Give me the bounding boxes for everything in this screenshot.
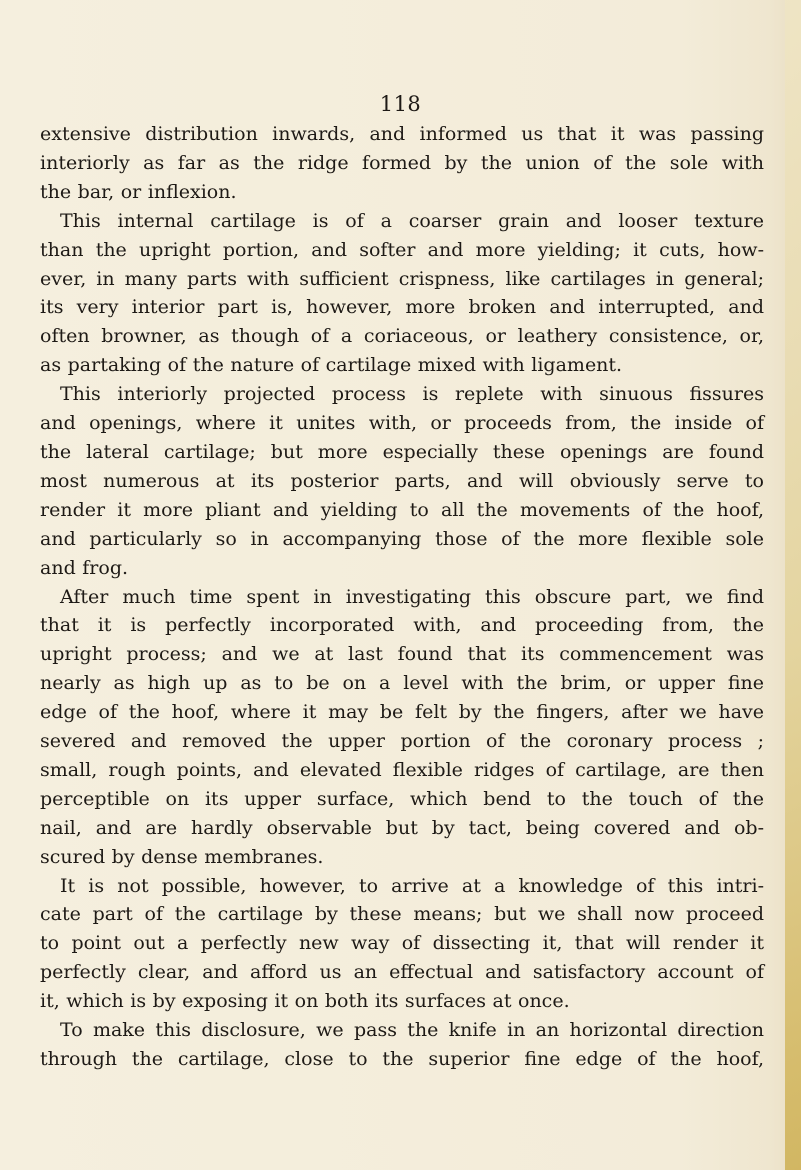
text-line: severed and removed the upper portion of the coronary process ;	[40, 730, 764, 753]
text-line: than the upright portion, and softer and more yielding; it cuts, how-	[40, 238, 764, 261]
text-line: to point out a perfectly new way of dissecting it, that will render it	[40, 932, 764, 955]
text-line: scured by dense membranes.	[40, 845, 324, 868]
text-line: It is not possible, however, to arrive at a knowledge of this intri-	[60, 874, 764, 897]
text-line: the lateral cartilage; but more especially these openings are found	[40, 440, 764, 463]
text-line: extensive distribution inwards, and informed us that it was passing	[40, 123, 764, 145]
page-number: 118	[379, 92, 422, 116]
text-line: nail, and are hardly observable but by tact, being covered and ob-	[40, 816, 764, 839]
text-line: To make this disclosure, we pass the knife in an horizontal direction	[60, 1019, 764, 1042]
text-line: that it is perfectly incorporated with, and proceeding from, the	[40, 614, 764, 637]
text-line: small, rough points, and elevated flexible ridges of cartilage, are then	[40, 758, 764, 781]
text-line: and openings, where it unites with, or proceeds from, the inside of	[40, 412, 764, 435]
text-line: its very interior part is, however, more broken and interrupted, and	[40, 296, 764, 319]
text-line: and particularly so in accompanying those of the more flexible sole	[40, 527, 764, 550]
text-line: as partaking of the nature of cartilage mixed with ligament.	[40, 354, 623, 377]
text-line: the bar, or inflexion.	[40, 180, 237, 203]
text-line: This interiorly projected process is replete with sinuous fissures	[60, 383, 764, 406]
text-line: render it more pliant and yielding to all the movements of the hoof,	[40, 498, 764, 521]
text-line: cate part of the cartilage by these means; but we shall now proceed	[40, 903, 764, 926]
text-line: it, which is by exposing it on both its surfaces at once.	[40, 990, 570, 1013]
text-line: perfectly clear, and afford us an effectual and satisfactory account of	[40, 961, 764, 984]
text-line: This internal cartilage is of a coarser grain and looser texture	[60, 209, 764, 232]
text-line: through the cartilage, close to the superior fine edge of the hoof,	[40, 1048, 764, 1070]
body-text	[40, 120, 764, 1074]
text-line: most numerous at its posterior parts, and will obviously serve to	[40, 469, 764, 492]
text-line: upright process; and we at last found that its commencement was	[40, 643, 764, 666]
text-line: perceptible on its upper surface, which bend to the touch of the	[40, 787, 764, 810]
text-line: edge of the hoof, where it may be felt by the fingers, after we have	[40, 701, 764, 724]
text-line: ever, in many parts with sufficient crispness, like cartilages in general;	[40, 267, 764, 290]
text-line: and frog.	[40, 556, 129, 579]
page-edge-discoloration	[785, 0, 801, 1170]
text-line: nearly as high up as to be on a level with the brim, or upper fine	[40, 672, 764, 695]
text-line: After much time spent in investigating this obscure part, we find	[60, 585, 764, 608]
text-line: interiorly as far as the ridge formed by the union of the sole with	[40, 151, 764, 174]
text-line: often browner, as though of a coriaceous, or leathery consistence, or,	[40, 325, 764, 348]
